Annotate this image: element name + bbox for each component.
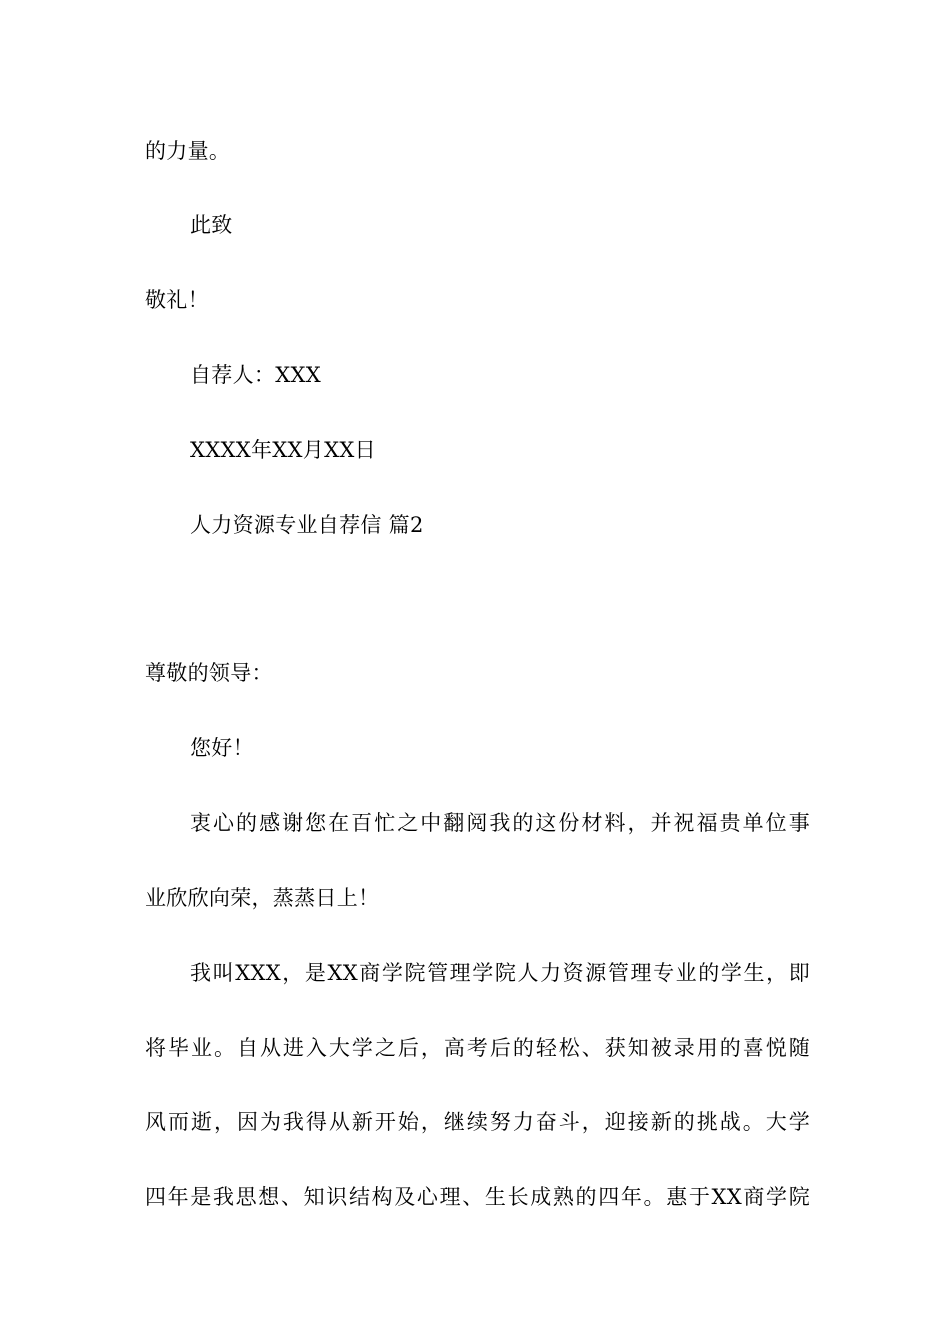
salutation-line-2: 敬礼！	[145, 288, 209, 312]
paragraph-2-line-3: 风而逝，因为我得从新开始，继续努力奋斗，迎接新的挑战。大学	[145, 1110, 810, 1134]
greeting-line: 尊敬的领导：	[145, 661, 273, 685]
paragraph-1-line-2: 业欣欣向荣，蒸蒸日上！	[145, 886, 380, 910]
signer-line: 自荐人：XXX	[190, 363, 321, 387]
closing-fragment: 的力量。	[145, 139, 231, 163]
hello-line: 您好！	[190, 736, 254, 760]
paragraph-2-line-2: 将毕业。自从进入大学之后，高考后的轻松、获知被录用的喜悦随	[145, 1036, 810, 1060]
paragraph-2-line-1: 我叫XXX，是XX商学院管理学院人力资源管理专业的学生，即	[190, 961, 810, 985]
section-title: 人力资源专业自荐信 篇2	[190, 513, 424, 537]
salutation-line-1: 此致	[190, 213, 233, 237]
paragraph-1-line-1: 衷心的感谢您在百忙之中翻阅我的这份材料，并祝福贵单位事	[190, 811, 810, 835]
paragraph-2-line-4: 四年是我思想、知识结构及心理、生长成熟的四年。惠于XX商学院	[145, 1185, 810, 1209]
date-line: XXXX年XX月XX日	[190, 438, 376, 462]
